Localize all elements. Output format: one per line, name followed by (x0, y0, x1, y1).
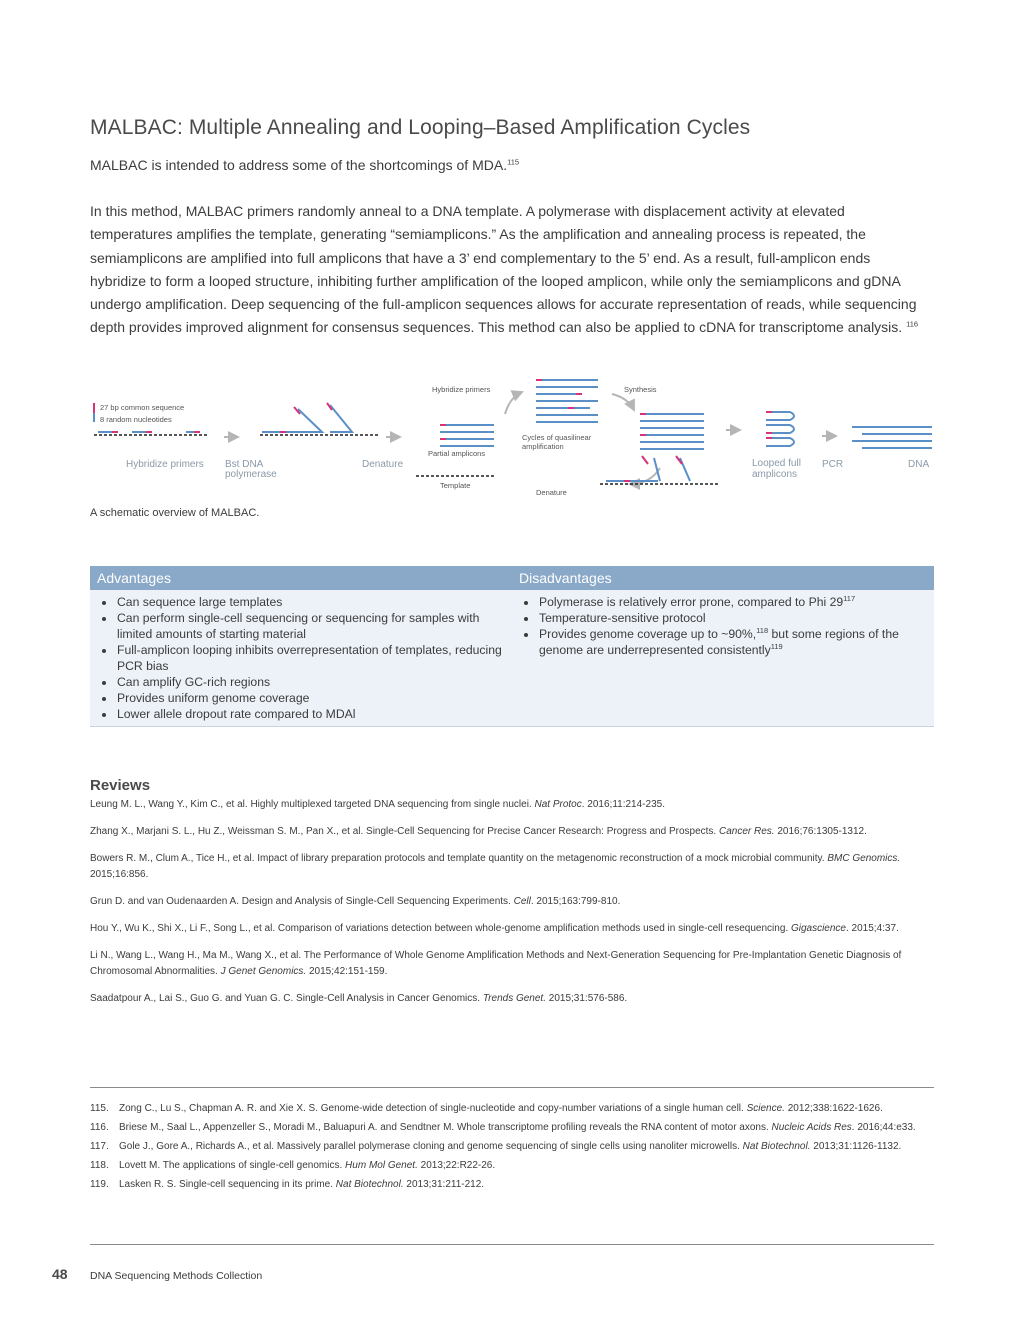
list-item: • Can sequence large templates (116, 594, 505, 610)
list-item-text: but some regions of the genome are underrepresented consistently (539, 627, 899, 657)
citation-text: Leung M. L., Wang Y., Kim C., et al. Highly multiplexed targeted DNA sequencing from single nuclei. (90, 799, 535, 810)
curved-arrow-icon (505, 392, 522, 414)
advantages-list (94, 594, 505, 722)
list-item (538, 594, 927, 610)
footnote-number: 115. (90, 1103, 109, 1114)
footnote-item (90, 1139, 934, 1154)
step-bst-polymerase (225, 403, 404, 480)
malbac-schematic (90, 372, 940, 502)
journal-name: J Genet Genomics. (220, 966, 307, 977)
step-label: PCR (822, 459, 844, 470)
review-item (90, 894, 938, 910)
citation-details: 2015;31:576-586. (546, 993, 628, 1004)
citation-ref: 115 (507, 157, 520, 167)
review-item (90, 991, 938, 1007)
list-item: • Lower allele dropout rate compared to MDAl (116, 706, 505, 722)
citation-details: 2016;76:1305-1312. (774, 826, 867, 837)
list-item-text: Polymerase is relatively error prone, compared to Phi 29 (539, 595, 844, 609)
citation-text: Zhang X., Marjani S. L., Hu Z., Weissman S. M., Pan X., et al. Single-Cell Sequencing for Precise Cancer Research: Progress and Prospects. (90, 826, 719, 837)
citation-text: Briese M., Saal L., Appenzeller S., Moradi M., Baluapuri A. and Sendtner M. Whole transcriptome profiling reveals the RNA content of motor axons. (119, 1122, 772, 1133)
citation-text: Gole J., Gore A., Richards A., et al. Massively parallel polymerase cloning and genome sequencing of single cells using nanoliter microwells. (119, 1141, 743, 1152)
journal-name: Cell (513, 896, 531, 907)
collection-name: DNA Sequencing Methods Collection (90, 1270, 263, 1282)
citation-details: . 2015;4:37. (845, 923, 899, 934)
citation-details: 2013;31:211-212. (403, 1179, 485, 1190)
intro-text: MALBAC is intended to address some of the shortcomings of MDA. (90, 157, 508, 173)
disadvantages-list (516, 594, 927, 658)
footnote-item (90, 1101, 934, 1116)
method-description (90, 200, 930, 340)
citation-ref: 117 (843, 593, 856, 603)
journal-name: BMC Genomics. (827, 853, 901, 864)
citation-details: . 2016;11:214-235. (581, 799, 665, 810)
footnotes-list (90, 1101, 934, 1196)
method-text: In this method, MALBAC primers randomly anneal to a DNA template. A polymerase with displacement activity at elevated temperatures amplifies the template, generating “semiamplicons.” As the amplification and annealing process is repeated, the semiamplicons are amplified into full amplicons that have a 3’ end complementary to the 5’ end. As a result, full-amplicon ends hybridize to form a looped structure, inhibiting further amplification of the looped amplicon, while only the semiamplicons and gDNA undergo amplification. Deep sequencing of the full-amplicon sequences allows for accurate representation of reads, while sequencing depth provides improved alignment for consensus sequences. This method can also be applied to cDNA for transcriptome analysis. (90, 203, 917, 336)
citation-details: 2013;22:R22-26. (417, 1160, 496, 1171)
legend (94, 403, 184, 424)
page-title: MALBAC: Multiple Annealing and Looping–Based Amplification Cycles (90, 116, 751, 139)
citation-ref: 116 (906, 319, 919, 329)
review-item (90, 948, 938, 980)
reviews-heading: Reviews (90, 777, 151, 794)
step-label: amplification (522, 442, 564, 451)
citation-ref: 118 (756, 625, 769, 635)
step-looped-amplicons (752, 412, 801, 480)
list-item: • Provides uniform genome coverage (116, 690, 505, 706)
footnote-item (90, 1177, 934, 1192)
curved-arrow-icon (612, 394, 634, 410)
page-number: 48 (52, 1266, 68, 1282)
citation-text: Lasken R. S. Single-cell sequencing in its prime. (119, 1179, 336, 1190)
advantages-cell (90, 590, 512, 727)
legend-label: 8 random nucleotides (100, 415, 172, 424)
step-label: Looped full (752, 458, 801, 469)
list-item: • Full-amplicon looping inhibits overrepresentation of templates, reducing PCR bias (116, 642, 505, 674)
footnote-number: 117. (90, 1141, 109, 1152)
citation-text: Lovett M. The applications of single-cell genomics. (119, 1160, 346, 1171)
disadvantages-heading: Disadvantages (512, 566, 934, 590)
footnote-number: 118. (90, 1160, 109, 1171)
step-partial-amplicons (416, 385, 496, 490)
journal-name: Trends Genet. (482, 993, 546, 1004)
list-item-text: Temperature-sensitive protocol (539, 611, 706, 625)
citation-details: 2015;16:856. (90, 869, 149, 880)
citation-text: Hou Y., Wu K., Shi X., Li F., Song L., et al. Comparison of variations detection between whole-genome amplification methods used in single-cell resequencing. (90, 923, 791, 934)
reviews-list (90, 797, 938, 1018)
citation-text: Bowers R. M., Clum A., Tice H., et al. Impact of library preparation protocols and template quantity on the metagenomic reconstruction of a mock microbial community. (90, 853, 828, 864)
citation-text: Saadatpour A., Lai S., Guo G. and Yuan G. C. Single-Cell Analysis in Cancer Genomics. (90, 993, 483, 1004)
list-item-text: Provides genome coverage up to ~90%, (539, 627, 757, 641)
journal-name: Nat Biotechnol. (335, 1179, 404, 1190)
citation-details: 2013;31:1126-1132. (810, 1141, 902, 1152)
review-item (90, 851, 938, 883)
footnote-number: 119. (90, 1179, 109, 1190)
journal-name: Gigascience (790, 923, 846, 934)
journal-name: Nucleic Acids Res (771, 1122, 852, 1133)
citation-details: 2015;42:151-159. (306, 966, 388, 977)
citation-ref: 119 (770, 641, 783, 651)
intro-paragraph (90, 157, 519, 173)
advantages-heading: Advantages (90, 566, 512, 590)
footnote-item (90, 1158, 934, 1173)
step-label: Denature (362, 459, 404, 470)
step-label: Template (440, 481, 471, 490)
pros-cons-table (90, 566, 934, 727)
journal-name: Nat Protoc (534, 799, 582, 810)
step-label: Cycles of quasilinear (522, 433, 592, 442)
list-item: • Can perform single-cell sequencing or sequencing for samples with limited amounts of starting material (116, 610, 505, 642)
journal-name: Cancer Res. (718, 826, 775, 837)
list-item: • Can amplify GC-rich regions (116, 674, 505, 690)
citation-text: Zong C., Lu S., Chapman A. R. and Xie X. S. Genome-wide detection of single-nucleotide and copy-number variations of a single human cell. (119, 1103, 747, 1114)
legend-label: 27 bp common sequence (100, 403, 185, 412)
footnotes-divider (90, 1087, 934, 1088)
step-synthesis (522, 380, 657, 451)
citation-text: Grun D. and van Oudenaarden A. Design and Analysis of Single-Cell Sequencing Experiments. (90, 896, 514, 907)
footer-divider (90, 1244, 934, 1245)
step-hybridize-primers (94, 432, 208, 470)
footnote-number: 116. (90, 1122, 109, 1133)
step-dna (852, 427, 932, 470)
step-label: Bst DNA (225, 459, 264, 470)
list-item (538, 626, 927, 658)
journal-name: Hum Mol Genet. (345, 1160, 418, 1171)
journal-name: Nat Biotechnol. (742, 1141, 811, 1152)
citation-details: 2012;338:1622-1626. (784, 1103, 883, 1114)
journal-name: Science. (746, 1103, 785, 1114)
figure-caption: A schematic overview of MALBAC. (90, 507, 260, 519)
step-label: amplicons (752, 469, 798, 480)
step-label: DNA (908, 459, 930, 470)
step-denature-bottom (536, 456, 720, 497)
step-full-amplicons (640, 414, 704, 449)
citation-text: Li N., Wang L., Wang H., Ma M., Wang X., et al. The Performance of Whole Genome Amplification Methods and Next-Generation Sequencing for Pre-Implantation Genetic Diagnosis of Chromosomal Abnormalities. (90, 950, 902, 977)
disadvantages-cell (512, 590, 934, 727)
step-label: Hybridize primers (432, 385, 491, 394)
review-item (90, 824, 938, 840)
citation-details: . 2016;44:e33. (851, 1122, 916, 1133)
step-label: Partial amplicons (428, 449, 486, 458)
list-item (538, 610, 927, 626)
citation-details: . 2015;163:799-810. (530, 896, 621, 907)
footnote-item (90, 1120, 934, 1135)
step-label: Synthesis (624, 385, 657, 394)
step-label: Denature (536, 488, 567, 497)
review-item (90, 797, 938, 813)
step-label: Hybridize primers (126, 459, 204, 470)
review-item (90, 921, 938, 937)
step-label: polymerase (225, 469, 277, 480)
